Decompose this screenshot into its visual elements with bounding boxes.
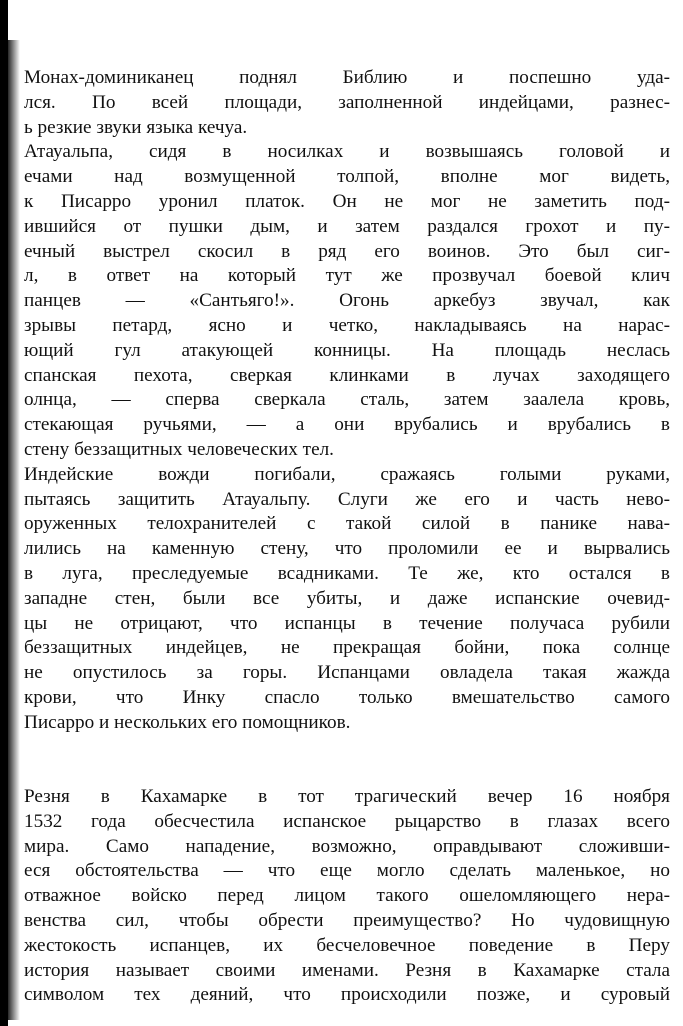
text-line: символом тех деяний, что происходили позже, и суровый	[24, 984, 670, 1006]
text-line: лся. По всей площади, заполненной индейцами, разнес-	[24, 91, 670, 113]
text-block-top	[24, 66, 670, 736]
text-line: л, в ответ на который тут же прозвучал боевой клич	[24, 265, 670, 287]
text-block-bottom	[24, 785, 670, 1008]
text-line: ющий гул атакующей конницы. На площадь неслась	[24, 339, 670, 361]
text-line: история называет своими именами. Резня в Кахамарке стала	[24, 959, 670, 981]
text-line: Индейские вожди погибали, сражаясь голыми руками,	[24, 463, 670, 485]
text-line: стекающая ручьями, — а они врубались и врубались в	[24, 414, 670, 436]
text-line: не опустилось за горы. Испанцами овладела такая жажда	[24, 662, 670, 684]
text-line: жестокость испанцев, их бесчеловечное поведение в Перу	[24, 934, 670, 956]
text-line: пытаясь защитить Атауальпу. Слуги же его и часть нево-	[24, 488, 670, 510]
text-line: Монах-доминиканец поднял Библию и поспешно уда-	[24, 67, 670, 88]
text-line: панцев — «Сантьяго!». Огонь аркебуз звучал, как	[24, 290, 670, 312]
text-line: крови, что Инку спасло только вмешательство самого	[24, 686, 670, 708]
text-line: отважное войско перед лицом такого ошеломляющего нера-	[24, 885, 670, 907]
text-line: Резня в Кахамарке в тот трагический вечер 16 ноября	[24, 786, 670, 807]
page-edge-shadow	[8, 40, 20, 1020]
text-line: олнца, — сперва сверкала сталь, затем заалела кровь,	[24, 389, 670, 411]
text-line: мира. Само нападение, возможно, оправдывают сложивши-	[24, 835, 670, 857]
text-line: стену беззащитных человеческих тел.	[24, 438, 334, 460]
text-line: к Писарро уронил платок. Он не мог не заметить под-	[24, 190, 670, 212]
text-line: цы не отрицают, что испанцы в течение получаса рубили	[24, 612, 670, 634]
text-line: 1532 года обесчестила испанское рыцарство в глазах всего	[24, 810, 670, 832]
text-line: западне стен, были все убиты, и даже испанские очевид-	[24, 587, 670, 609]
text-line: в луга, преследуемые всадниками. Те же, кто остался в	[24, 562, 670, 584]
text-line: оруженных телохранителей с такой силой в панике нава-	[24, 513, 670, 535]
text-line: ь резкие звуки языка кечуа.	[24, 116, 248, 138]
text-line: беззащитных индейцев, не прекращая бойни, пока солнце	[24, 637, 670, 659]
text-line: ечный выстрел скосил в ряд его воинов. Это был сиг-	[24, 240, 670, 262]
text-line: ечами над возмущенной толпой, вполне мог видеть,	[24, 166, 670, 188]
text-line: ившийся от пушки дым, и затем раздался грохот и пу-	[24, 215, 670, 237]
text-line: зрывы петард, ясно и четко, накладываясь на нарас-	[24, 314, 670, 336]
text-line: лились на каменную стену, что проломили ее и вырвались	[24, 538, 670, 560]
text-line: еся обстоятельства — что еще могло сделать маленькое, но	[24, 860, 670, 882]
text-line: спанская пехота, сверкая клинками в лучах заходящего	[24, 364, 670, 386]
text-line: Писарро и нескольких его помощников.	[24, 711, 351, 733]
text-line: Атауальпа, сидя в носилках и возвышаясь головой и	[24, 141, 670, 163]
page-binding-shadow	[0, 0, 8, 1026]
text-line: венства сил, чтобы обрести преимущество? Но чудовищную	[24, 909, 670, 931]
